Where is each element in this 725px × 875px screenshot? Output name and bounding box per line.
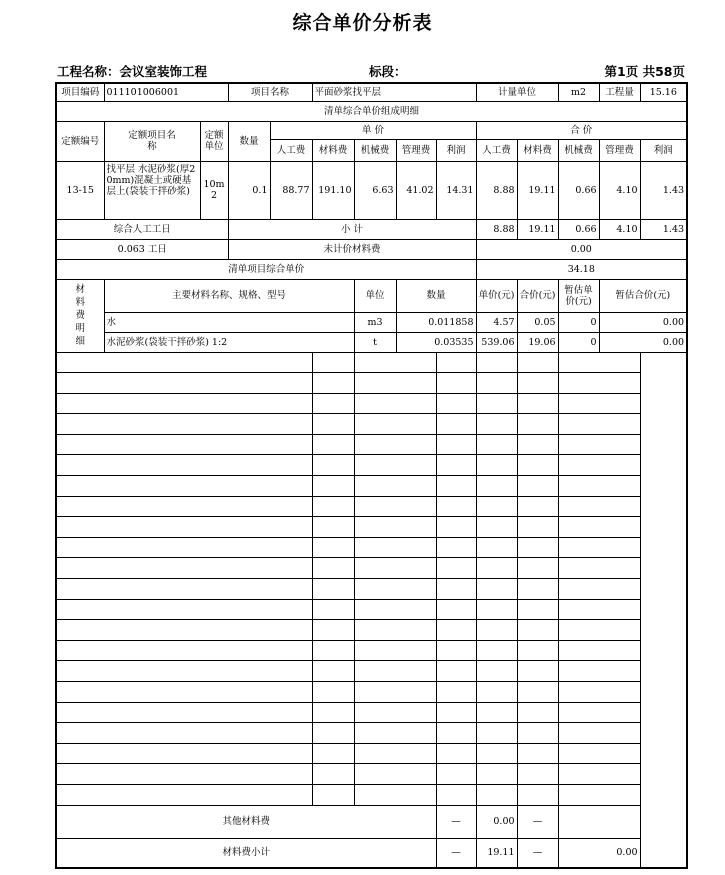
- mat-est-price: 0: [558, 332, 599, 352]
- mat-qty: 0.011858: [396, 312, 476, 332]
- empty-cell: [558, 764, 640, 785]
- other-total: 0.00: [476, 805, 517, 838]
- empty-cell: [558, 620, 640, 641]
- empty-cell: [476, 537, 517, 558]
- page-info: 第1页 共58页: [604, 64, 685, 79]
- other-est-total: [558, 805, 640, 838]
- empty-cell: [476, 764, 517, 785]
- empty-cell: [312, 784, 354, 805]
- labor-day-label: 综合人工工日: [56, 219, 228, 239]
- empty-cell: [476, 723, 517, 744]
- unpriced-label: 未计价材料费: [228, 239, 476, 259]
- empty-cell: [436, 517, 476, 538]
- col-t-material: 材料费: [517, 139, 558, 161]
- col-u-management: 管理费: [396, 139, 436, 161]
- empty-cell: [476, 455, 517, 476]
- empty-cell: [436, 537, 476, 558]
- empty-cell: [476, 496, 517, 517]
- empty-cell: [517, 455, 558, 476]
- other-est-price: —: [517, 805, 558, 838]
- empty-cell: [476, 661, 517, 682]
- empty-material-row: [56, 579, 687, 600]
- empty-cell: [558, 352, 640, 373]
- empty-cell: [558, 661, 640, 682]
- empty-cell: [354, 414, 436, 435]
- empty-cell: [312, 723, 354, 744]
- material-row: [56, 312, 687, 332]
- mat-unit: t: [354, 332, 396, 352]
- empty-cell: [476, 434, 517, 455]
- subtotal-material: 19.11: [517, 219, 558, 239]
- empty-cell: [517, 723, 558, 744]
- empty-cell: [56, 599, 312, 620]
- mat-price: 4.57: [476, 312, 517, 332]
- col-quota-item: 定额项目名称: [104, 121, 200, 161]
- mat-unit: m3: [354, 312, 396, 332]
- empty-cell: [476, 640, 517, 661]
- quota-u-labor: 88.77: [270, 161, 312, 219]
- empty-cell: [56, 620, 312, 641]
- empty-cell: [517, 682, 558, 703]
- mat-est-total: 0.00: [599, 332, 687, 352]
- empty-cell: [436, 640, 476, 661]
- empty-cell: [56, 393, 312, 414]
- empty-cell: [312, 620, 354, 641]
- page-title: 综合单价分析表: [292, 12, 433, 34]
- empty-cell: [354, 784, 436, 805]
- empty-cell: [354, 702, 436, 723]
- item-unit-label: 计量单位: [476, 83, 558, 101]
- empty-cell: [56, 537, 312, 558]
- other-label: 其他材料费: [56, 805, 436, 838]
- empty-cell: [476, 414, 517, 435]
- empty-cell: [558, 640, 640, 661]
- empty-cell: [517, 743, 558, 764]
- project-name-value: 会议室装饰工程: [119, 64, 208, 79]
- empty-cell: [312, 414, 354, 435]
- empty-cell: [558, 414, 640, 435]
- col-t-labor: 人工费: [476, 139, 517, 161]
- empty-cell: [56, 434, 312, 455]
- mat-est-price: 0: [558, 312, 599, 332]
- mat-col-name: 主要材料名称、规格、型号: [104, 279, 354, 312]
- empty-material-row: [56, 352, 687, 373]
- empty-cell: [56, 682, 312, 703]
- empty-cell: [517, 579, 558, 600]
- quota-name: 找平层 水泥砂浆(厚20mm)混凝土或硬基层上(袋装干拌砂浆): [104, 161, 200, 219]
- quota-t-labor: 8.88: [476, 161, 517, 219]
- subtotal-labor: 8.88: [476, 219, 517, 239]
- empty-cell: [558, 496, 640, 517]
- item-qty-label: 工程量: [599, 83, 640, 101]
- quota-u-profit: 14.31: [436, 161, 476, 219]
- quota-u-machine: 6.63: [354, 161, 396, 219]
- mat-name: 水: [104, 312, 354, 332]
- empty-cell: [312, 496, 354, 517]
- empty-cell: [436, 476, 476, 497]
- empty-cell: [56, 784, 312, 805]
- quota-unit: 10m2: [200, 161, 228, 219]
- empty-cell: [517, 784, 558, 805]
- empty-cell: [476, 682, 517, 703]
- empty-cell: [436, 414, 476, 435]
- empty-cell: [558, 599, 640, 620]
- quota-u-management: 41.02: [396, 161, 436, 219]
- materials-header: [56, 279, 687, 312]
- empty-cell: [312, 682, 354, 703]
- empty-cell: [558, 682, 640, 703]
- empty-cell: [517, 352, 558, 373]
- empty-cell: [436, 620, 476, 641]
- col-u-material: 材料费: [312, 139, 354, 161]
- empty-cell: [56, 517, 312, 538]
- empty-cell: [436, 784, 476, 805]
- analysis-table: [55, 82, 688, 869]
- item-unit: m2: [558, 83, 599, 101]
- empty-cell: [517, 558, 558, 579]
- project-name: [57, 62, 207, 80]
- mat-col-est-total: 暂估合价(元): [599, 279, 687, 312]
- empty-cell: [312, 558, 354, 579]
- empty-cell: [476, 558, 517, 579]
- empty-cell: [354, 743, 436, 764]
- empty-cell: [354, 620, 436, 641]
- empty-cell: [558, 476, 640, 497]
- empty-cell: [354, 352, 436, 373]
- empty-cell: [517, 434, 558, 455]
- comprehensive-value: 34.18: [476, 259, 687, 279]
- col-t-management: 管理费: [599, 139, 640, 161]
- col-total-price: 合 价: [476, 121, 687, 139]
- mat-subtotal-label: 材料费小计: [56, 838, 436, 868]
- item-name-label: 项目名称: [228, 83, 312, 101]
- col-u-labor: 人工费: [270, 139, 312, 161]
- empty-cell: [354, 558, 436, 579]
- empty-cell: [354, 496, 436, 517]
- other-price: —: [436, 805, 476, 838]
- empty-cell: [354, 640, 436, 661]
- empty-material-row: [56, 599, 687, 620]
- empty-cell: [436, 455, 476, 476]
- mat-col-total: 合价(元): [517, 279, 558, 312]
- empty-cell: [56, 476, 312, 497]
- empty-cell: [354, 455, 436, 476]
- mat-subtotal-price: —: [436, 838, 476, 868]
- quota-t-management: 4.10: [599, 161, 640, 219]
- empty-cell: [312, 352, 354, 373]
- empty-material-row: [56, 682, 687, 703]
- empty-cell: [476, 476, 517, 497]
- empty-material-row: [56, 414, 687, 435]
- empty-cell: [436, 743, 476, 764]
- empty-cell: [354, 517, 436, 538]
- empty-material-row: [56, 393, 687, 414]
- empty-cell: [476, 393, 517, 414]
- empty-cell: [312, 517, 354, 538]
- empty-cell: [436, 764, 476, 785]
- other-materials-row: [56, 805, 687, 838]
- empty-cell: [558, 743, 640, 764]
- comprehensive-row: [56, 259, 687, 279]
- material-row: [56, 332, 687, 352]
- empty-cell: [517, 640, 558, 661]
- empty-cell: [517, 537, 558, 558]
- empty-cell: [436, 434, 476, 455]
- mat-col-price: 单价(元): [476, 279, 517, 312]
- empty-cell: [558, 537, 640, 558]
- quota-t-material: 19.11: [517, 161, 558, 219]
- empty-cell: [436, 599, 476, 620]
- empty-cell: [354, 373, 436, 394]
- empty-cell: [436, 373, 476, 394]
- empty-cell: [476, 784, 517, 805]
- empty-cell: [517, 476, 558, 497]
- empty-cell: [436, 579, 476, 600]
- empty-cell: [312, 476, 354, 497]
- empty-cell: [312, 434, 354, 455]
- empty-cell: [517, 702, 558, 723]
- quota-t-machine: 0.66: [558, 161, 599, 219]
- empty-cell: [354, 764, 436, 785]
- empty-cell: [56, 702, 312, 723]
- mat-col-qty: 数量: [396, 279, 476, 312]
- materials-side-label: 材料费明细: [56, 279, 104, 352]
- empty-cell: [354, 393, 436, 414]
- empty-material-row: [56, 702, 687, 723]
- mat-price: 539.06: [476, 332, 517, 352]
- empty-cell: [476, 599, 517, 620]
- empty-material-row: [56, 476, 687, 497]
- empty-cell: [476, 373, 517, 394]
- empty-cell: [517, 393, 558, 414]
- empty-material-row: [56, 537, 687, 558]
- quota-code: 13-15: [56, 161, 104, 219]
- empty-cell: [476, 743, 517, 764]
- quota-qty: 0.1: [228, 161, 270, 219]
- empty-cell: [354, 579, 436, 600]
- empty-cell: [354, 537, 436, 558]
- subtotal-machine: 0.66: [558, 219, 599, 239]
- empty-cell: [56, 496, 312, 517]
- empty-cell: [56, 455, 312, 476]
- empty-cell: [476, 702, 517, 723]
- col-quantity: 数量: [228, 121, 270, 161]
- col-t-machine: 机械费: [558, 139, 599, 161]
- quota-row: [56, 161, 687, 219]
- unpriced-row: [56, 239, 687, 259]
- empty-cell: [436, 352, 476, 373]
- empty-cell: [476, 517, 517, 538]
- mat-col-unit: 单位: [354, 279, 396, 312]
- empty-cell: [436, 723, 476, 744]
- empty-material-row: [56, 784, 687, 805]
- empty-material-row: [56, 373, 687, 394]
- empty-cell: [354, 476, 436, 497]
- item-code: 011101006001: [104, 83, 228, 101]
- empty-cell: [436, 682, 476, 703]
- item-code-label: 项目编码: [56, 83, 104, 101]
- mat-subtotal-total: 19.11: [476, 838, 517, 868]
- empty-cell: [56, 764, 312, 785]
- empty-material-row: [56, 620, 687, 641]
- empty-material-row: [56, 434, 687, 455]
- empty-cell: [312, 599, 354, 620]
- empty-cell: [56, 661, 312, 682]
- empty-cell: [558, 517, 640, 538]
- col-t-profit: 利润: [640, 139, 687, 161]
- empty-cell: [312, 640, 354, 661]
- empty-cell: [517, 764, 558, 785]
- empty-cell: [312, 537, 354, 558]
- empty-cell: [312, 743, 354, 764]
- empty-cell: [517, 496, 558, 517]
- empty-cell: [56, 352, 312, 373]
- empty-cell: [312, 764, 354, 785]
- empty-cell: [558, 393, 640, 414]
- materials-subtotal-row: [56, 838, 687, 868]
- mat-qty: 0.03535: [396, 332, 476, 352]
- col-u-machine: 机械费: [354, 139, 396, 161]
- empty-cell: [436, 496, 476, 517]
- section-label: 标段：: [369, 64, 407, 79]
- empty-material-row: [56, 764, 687, 785]
- mat-col-est-price: 暂估单价(元): [558, 279, 599, 312]
- empty-cell: [517, 517, 558, 538]
- mat-total: 19.06: [517, 332, 558, 352]
- empty-cell: [476, 352, 517, 373]
- empty-cell: [354, 723, 436, 744]
- empty-cell: [436, 661, 476, 682]
- col-quota-unit: 定额单位: [200, 121, 228, 161]
- empty-cell: [517, 599, 558, 620]
- empty-material-row: [56, 455, 687, 476]
- item-qty: 15.16: [640, 83, 687, 101]
- subtotal-row: [56, 219, 687, 239]
- empty-cell: [558, 723, 640, 744]
- empty-cell: [517, 661, 558, 682]
- empty-cell: [476, 579, 517, 600]
- quota-u-material: 191.10: [312, 161, 354, 219]
- empty-cell: [56, 579, 312, 600]
- empty-cell: [56, 723, 312, 744]
- subtotal-management: 4.10: [599, 219, 640, 239]
- empty-cell: [558, 455, 640, 476]
- empty-cell: [517, 373, 558, 394]
- empty-cell: [558, 784, 640, 805]
- empty-cell: [558, 434, 640, 455]
- mat-total: 0.05: [517, 312, 558, 332]
- empty-cell: [436, 393, 476, 414]
- empty-cell: [354, 434, 436, 455]
- item-name: 平面砂浆找平层: [312, 83, 476, 101]
- subtotal-label: 小 计: [228, 219, 476, 239]
- empty-cell: [312, 373, 354, 394]
- unpriced-value: 0.00: [476, 239, 687, 259]
- labor-day-value: 0.063 工日: [56, 239, 228, 259]
- quota-t-profit: 1.43: [640, 161, 687, 219]
- empty-cell: [558, 558, 640, 579]
- empty-cell: [56, 558, 312, 579]
- empty-cell: [56, 373, 312, 394]
- empty-cell: [354, 682, 436, 703]
- empty-cell: [354, 599, 436, 620]
- empty-material-row: [56, 640, 687, 661]
- comprehensive-label: 清单项目综合单价: [56, 259, 476, 279]
- empty-cell: [476, 620, 517, 641]
- empty-cell: [354, 661, 436, 682]
- composition-title: 清单综合单价组成明细: [56, 101, 687, 121]
- empty-cell: [312, 702, 354, 723]
- empty-material-row: [56, 743, 687, 764]
- empty-cell: [558, 373, 640, 394]
- col-unit-price: 单 价: [270, 121, 476, 139]
- empty-material-row: [56, 661, 687, 682]
- mat-name: 水泥砂浆(袋装干拌砂浆) 1:2: [104, 332, 354, 352]
- empty-cell: [436, 702, 476, 723]
- col-quota-code: 定额编号: [56, 121, 104, 161]
- empty-cell: [56, 640, 312, 661]
- empty-cell: [56, 743, 312, 764]
- empty-material-row: [56, 723, 687, 744]
- empty-material-row: [56, 558, 687, 579]
- project-name-label: 工程名称：: [57, 64, 120, 79]
- col-u-profit: 利润: [436, 139, 476, 161]
- empty-material-row: [56, 496, 687, 517]
- mat-subtotal-est-price: —: [517, 838, 558, 868]
- empty-cell: [312, 661, 354, 682]
- empty-cell: [558, 579, 640, 600]
- empty-material-row: [56, 517, 687, 538]
- empty-cell: [312, 579, 354, 600]
- mat-subtotal-est-total: 0.00: [558, 838, 640, 868]
- empty-cell: [558, 702, 640, 723]
- empty-cell: [312, 393, 354, 414]
- empty-cell: [436, 558, 476, 579]
- subtotal-profit: 1.43: [640, 219, 687, 239]
- empty-cell: [517, 414, 558, 435]
- mat-est-total: 0.00: [599, 312, 687, 332]
- empty-cell: [517, 620, 558, 641]
- empty-cell: [56, 414, 312, 435]
- item-row: [56, 83, 687, 101]
- empty-cell: [312, 455, 354, 476]
